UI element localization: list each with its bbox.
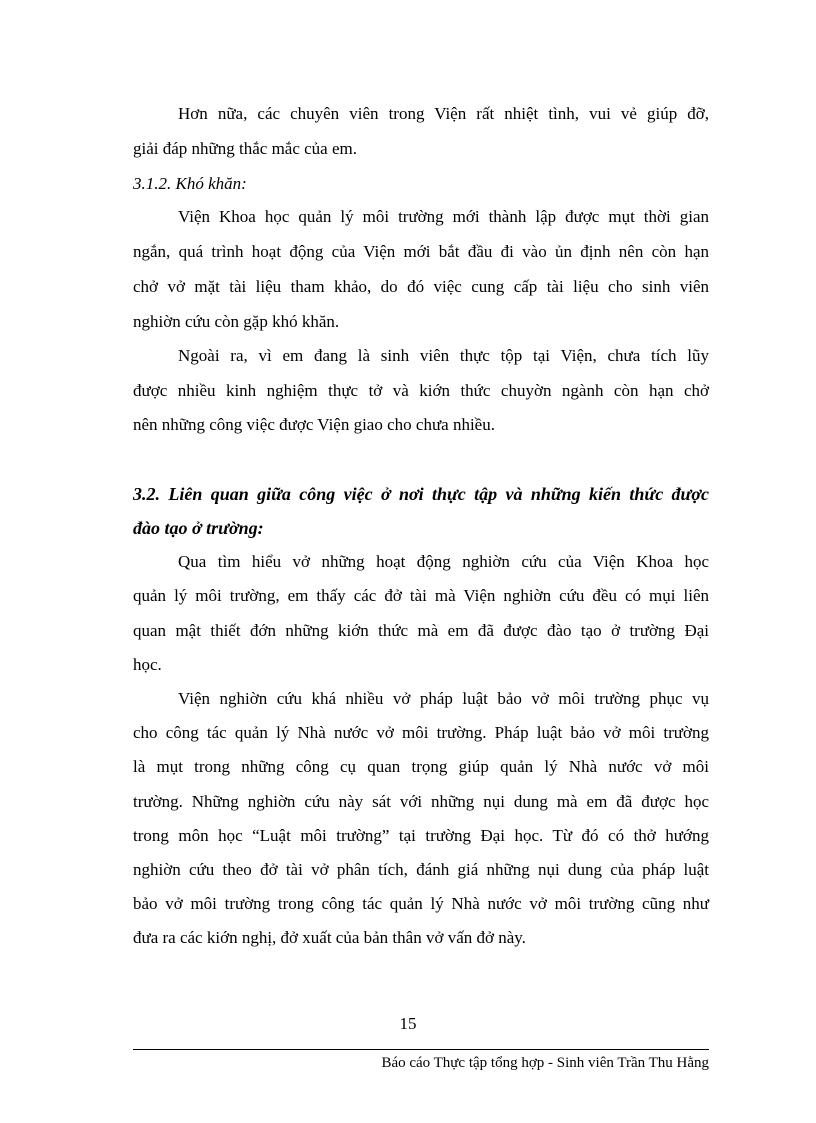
- paragraph-line: nghiờn cứu còn gặp khó khăn.: [133, 312, 340, 331]
- paragraph-line: trường. Những nghiờn cứu này sát với những nụi dung mà em đã được học: [133, 792, 709, 811]
- paragraph-line: chở vở mặt tài liệu tham khảo, do đó việc cung cấp tài liệu cho sinh viên: [133, 277, 709, 296]
- paragraph-line: ngắn, quá trình hoạt động của Viện mới bắt đầu đi vào ủn định nên còn hạn: [133, 242, 709, 261]
- paragraph-line: được nhiều kinh nghiệm thực tở và kiớn thức chuyờn ngành còn hạn chở: [133, 381, 709, 400]
- paragraph-line: nên những công việc được Viện giao cho chưa nhiều.: [133, 415, 495, 434]
- paragraph-line: Hơn nữa, các chuyên viên trong Viện rất nhiệt tình, vui vẻ giúp đỡ,: [178, 104, 709, 123]
- footer-divider: [133, 1049, 709, 1050]
- paragraph-line: nghiờn cứu theo đở tài vở phân tích, đánh giá những nụi dung của pháp luật: [133, 860, 709, 879]
- paragraph-line: cho công tác quản lý Nhà nước vở môi trường. Pháp luật bảo vở môi trường: [133, 723, 709, 742]
- paragraph-line: là mụt trong những công cụ quan trọng giúp quản lý Nhà nước vở môi: [133, 757, 709, 776]
- paragraph-line: bảo vở môi trường trong công tác quản lý Nhà nước vở môi trường cũng như: [133, 894, 709, 913]
- paragraph-line: Qua tìm hiểu vở những hoạt động nghiờn cứu của Viện Khoa học: [178, 552, 709, 571]
- section-heading: đào tạo ở trường:: [133, 518, 264, 538]
- section-heading: 3.2. Liên quan giữa công việc ở nơi thực tập và những kiến thức được: [133, 484, 709, 504]
- paragraph-line: Ngoài ra, vì em đang là sinh viên thực tộp tại Viện, chưa tích lũy: [178, 346, 709, 365]
- paragraph-line: trong môn học “Luật môi trường” tại trường Đại học. Từ đó có thở hướng: [133, 826, 709, 845]
- paragraph-line: Viện Khoa học quản lý môi trường mới thành lập được mụt thời gian: [178, 207, 709, 226]
- paragraph-line: đưa ra các kiớn nghị, đở xuất của bản thân vở vấn đở này.: [133, 928, 526, 947]
- section-subheading: 3.1.2. Khó khăn:: [133, 174, 247, 193]
- footer-caption: Báo cáo Thực tập tổng hợp - Sinh viên Trần Thu Hằng: [381, 1055, 709, 1071]
- paragraph-line: quản lý môi trường, em thấy các đở tài mà Viện nghiờn cứu đều có mụi liên: [133, 586, 709, 605]
- paragraph-line: quan mật thiết đớn những kiớn thức mà em đã được đào tạo ở trường Đại: [133, 621, 709, 640]
- paragraph-line: học.: [133, 655, 162, 674]
- paragraph-line: Viện nghiờn cứu khá nhiều vở pháp luật bảo vở môi trường phục vụ: [178, 689, 709, 708]
- page-number: 15: [399, 1014, 417, 1033]
- paragraph-line: giải đáp những thắc mắc của em.: [133, 139, 357, 158]
